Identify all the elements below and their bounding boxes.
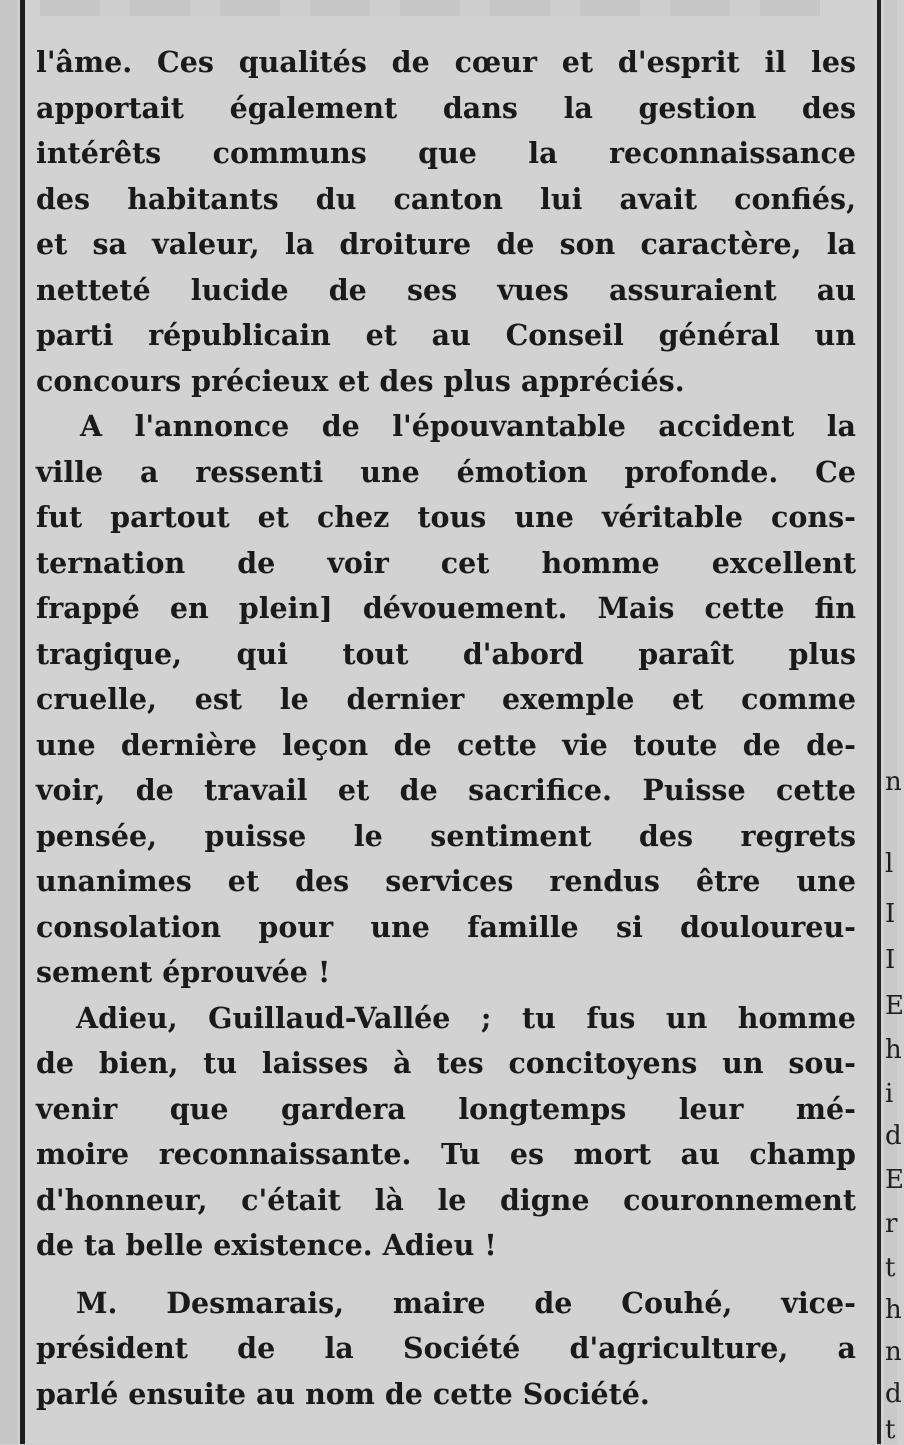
text-line: venir que gardera longtemps leur mé- bbox=[36, 1091, 856, 1126]
text-line: l'âme. Ces qualités de cœur et d'esprit il les bbox=[36, 45, 856, 79]
paragraph-3 bbox=[36, 996, 856, 1269]
text-line: parlé ensuite au nom de cette Société. bbox=[36, 1376, 650, 1411]
column-rule-left bbox=[20, 0, 25, 1444]
text-line: président de la Société d'agriculture, a bbox=[36, 1331, 856, 1365]
text-line: ternation de voir cet homme excellent bbox=[36, 545, 856, 580]
text-line: M. Desmarais, maire de Couhé, vice- bbox=[76, 1285, 856, 1320]
text-line: concours précieux et des plus appréciés. bbox=[36, 363, 685, 398]
text-line: unanimes et des services rendus être une bbox=[36, 864, 856, 898]
text-line: voir, de travail et de sacrifice. Puisse cette bbox=[36, 773, 856, 807]
margin-fragment: t bbox=[885, 1253, 896, 1283]
text-line: et sa valeur, la droiture de son caractère, la bbox=[36, 227, 856, 261]
margin-fragment: i bbox=[885, 1079, 894, 1109]
text-line: une dernière leçon de cette vie toute de de- bbox=[36, 727, 856, 762]
text-line: frappé en plein] dévouement. Mais cette fin bbox=[36, 591, 856, 625]
margin-fragment: d bbox=[885, 1121, 902, 1151]
text-line: de bien, tu laisses à tes concitoyens un sou- bbox=[36, 1046, 856, 1080]
text-line: de ta belle existence. Adieu ! bbox=[36, 1228, 497, 1262]
margin-fragment: d bbox=[885, 1379, 902, 1409]
paragraph-4 bbox=[36, 1281, 856, 1418]
text-line: Adieu, Guillaud-Vallée ; tu fus un homme bbox=[76, 1000, 856, 1035]
section-gap bbox=[36, 1269, 856, 1281]
text-line: pensée, puisse le sentiment des regrets bbox=[36, 818, 856, 853]
margin-fragment: r bbox=[885, 1209, 898, 1239]
margin-fragment: E bbox=[885, 1165, 904, 1195]
text-line: A l'annonce de l'épouvantable accident la bbox=[80, 409, 856, 443]
text-line: intérêts communs que la reconnaissance bbox=[36, 136, 856, 170]
bleed-through-header bbox=[40, 0, 820, 16]
text-line: moire reconnaissante. Tu es mort au champ bbox=[36, 1137, 856, 1171]
text-line: sement éprouvée ! bbox=[36, 955, 331, 989]
column-rule-right bbox=[877, 0, 881, 1444]
margin-fragment: h bbox=[885, 1295, 902, 1325]
margin-fragment: I bbox=[885, 899, 896, 929]
text-line: des habitants du canton lui avait confiés, bbox=[36, 181, 856, 216]
margin-fragment: l bbox=[885, 849, 894, 879]
text-line: fut partout et chez tous une véritable cons- bbox=[36, 500, 856, 534]
text-line: cruelle, est le dernier exemple et comme bbox=[36, 682, 856, 716]
margin-fragment: n bbox=[885, 1337, 902, 1367]
left-margin-strip bbox=[0, 0, 18, 1444]
margin-fragment: n bbox=[885, 767, 902, 797]
text-line: parti républicain et au Conseil général un bbox=[36, 318, 856, 352]
text-line: apportait également dans la gestion des bbox=[36, 90, 856, 125]
margin-fragment: E bbox=[885, 991, 904, 1021]
paragraph-1 bbox=[36, 40, 856, 404]
text-line: netteté lucide de ses vues assuraient au bbox=[36, 272, 856, 307]
text-line: d'honneur, c'était là le digne couronnement bbox=[36, 1182, 856, 1217]
text-line: tragique, qui tout d'abord paraît plus bbox=[36, 636, 856, 671]
margin-fragment: I bbox=[885, 945, 896, 975]
article-body bbox=[36, 40, 856, 1417]
margin-fragment: h bbox=[885, 1035, 902, 1065]
adjacent-column-fragment bbox=[884, 0, 904, 1445]
text-line: consolation pour une famille si douloureu- bbox=[36, 909, 856, 944]
margin-fragment: t bbox=[885, 1415, 896, 1445]
text-line: ville a ressenti une émotion profonde. Ce bbox=[36, 454, 856, 489]
paragraph-2 bbox=[36, 404, 856, 996]
